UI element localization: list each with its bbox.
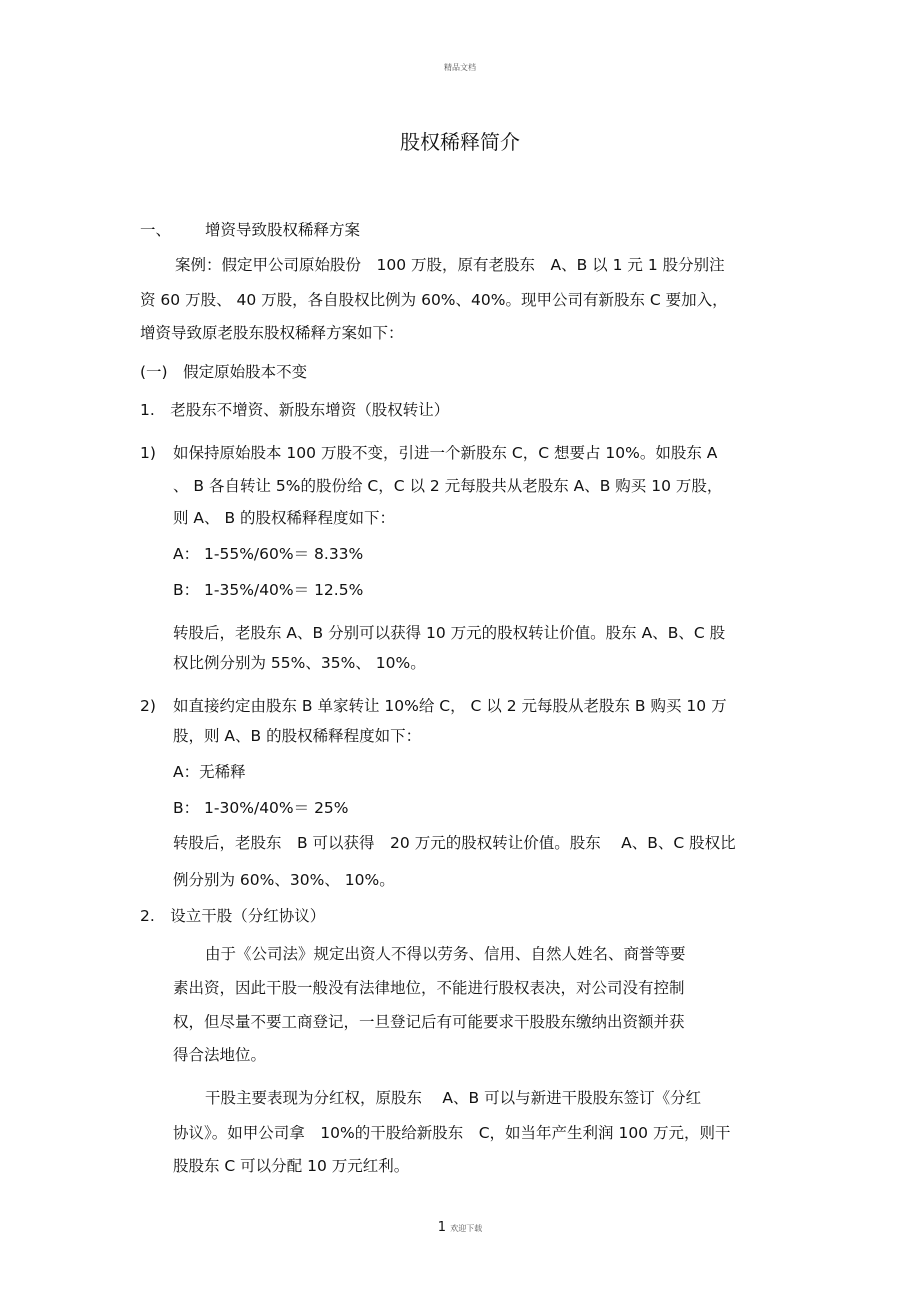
- list-number: 2): [140, 697, 156, 715]
- page-footer: [0, 1220, 920, 1235]
- list-number: 1): [140, 444, 156, 462]
- paragraph-line: 则 A、 B 的股权稀释程度如下：: [173, 509, 396, 527]
- paragraph-line: 协议》。如甲公司拿 10%的干股给新股东 C，如当年产生利润 100 万元，则干: [173, 1124, 731, 1142]
- page-header: 精品文档: [444, 63, 476, 72]
- paragraph-line: 干股主要表现为分红权，原股东 A、B 可以与新进干股股东签订《分红: [205, 1089, 702, 1107]
- paragraph-line: 由于《公司法》规定出资人不得以劳务、信用、自然人姓名、商誉等要: [205, 945, 686, 963]
- paragraph-line: 股股东 C 可以分配 10 万元红利。: [173, 1157, 410, 1175]
- formula-a: A： 1-55%/60%＝ 8.33%: [173, 545, 364, 563]
- formula-b: B： 1-30%/40%＝ 25%: [173, 799, 349, 817]
- footer-text: 欢迎下载: [450, 1224, 483, 1233]
- paragraph-line: 例分别为 60%、30%、 10%。: [173, 871, 395, 889]
- paragraph-line: 、 B 各自转让 5%的股份给 C，C 以 2 元每股共从老股东 A、B 购买 10 万股，: [173, 477, 723, 495]
- paragraph-line: 如保持原始股本 100 万股不变，引进一个新股东 C，C 想要占 10%。如股东 A: [173, 444, 718, 462]
- paragraph-line: 增资导致原老股东股权稀释方案如下：: [140, 324, 404, 342]
- paragraph-line: 得合法地位。: [173, 1046, 267, 1064]
- formula-a: A：无稀释: [173, 763, 246, 781]
- paragraph-line: 转股后，老股东 B 可以获得 20 万元的股权转让价值。股东 A、B、C 股权比: [173, 834, 736, 852]
- item-heading: 1. 老股东不增资、新股东增资（股权转让）: [140, 401, 450, 419]
- paragraph-line: 素出资，因此干股一般没有法律地位，不能进行股权表决，对公司没有控制: [173, 979, 685, 997]
- paragraph-line: 如直接约定由股东 B 单家转让 10%给 C， C 以 2 元每股从老股东 B 购买 10 万: [173, 697, 727, 715]
- paragraph-line: 权比例分别为 55%、35%、 10%。: [173, 654, 426, 672]
- subsection-heading: (一) 假定原始股本不变: [140, 363, 308, 381]
- page-number: 1: [437, 1220, 447, 1235]
- paragraph-line: 案例：假定甲公司原始股份 100 万股，原有老股东 A、B 以 1 元 1 股分别注: [175, 256, 725, 274]
- section-title: 增资导致股权稀释方案: [205, 221, 361, 239]
- section-number: 一、: [140, 221, 172, 239]
- item-heading: 2. 设立干股（分红协议）: [140, 907, 326, 925]
- formula-b: B： 1-35%/40%＝ 12.5%: [173, 581, 364, 599]
- paragraph-line: 转股后，老股东 A、B 分别可以获得 10 万元的股权转让价值。股东 A、B、C 股: [173, 624, 726, 642]
- document-title: 股权稀释简介: [400, 130, 520, 154]
- paragraph-line: 资 60 万股、 40 万股，各自股权比例为 60%、40%。现甲公司有新股东 C 要加入，: [140, 291, 728, 309]
- paragraph-line: 股，则 A、B 的股权稀释程度如下：: [173, 727, 422, 745]
- paragraph-line: 权，但尽量不要工商登记，一旦登记后有可能要求干股股东缴纳出资额并获: [173, 1013, 685, 1031]
